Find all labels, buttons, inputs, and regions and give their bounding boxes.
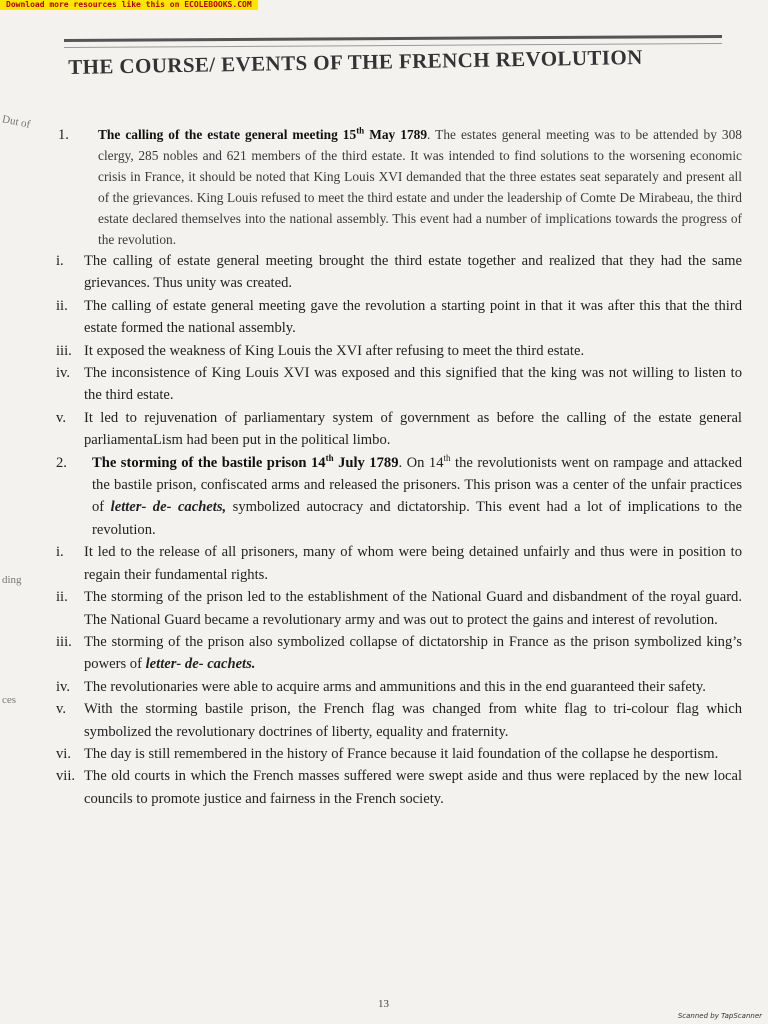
section-1-number: 1. <box>58 127 69 143</box>
list-item: iii. It exposed the weakness of King Louis the XVI after refusing to meet the third estate. <box>56 342 585 359</box>
emphasis-term: letter- de- cachets. <box>145 656 256 673</box>
section-1-intro <box>92 124 742 250</box>
list-item: iv. The inconsistence of King Louis XVI was exposed and this signified that the king was not willing to listen to the third estate. <box>56 365 742 404</box>
list-item: ii. The calling of estate general meeting gave the revolution a starting point in that it was after this that the third estate formed the national assembly. <box>56 297 742 337</box>
margin-note-1: Dut of <box>1 113 32 131</box>
section-2-number: 2. <box>56 454 67 471</box>
header-rule <box>64 35 722 42</box>
list-item: ii. The storming of the prison led to the establishment of the National Guard and disbandment of the royal guard. The National Guard became a revolutionary army and was out to protect the gains and interest of revolution. <box>56 589 742 628</box>
list-item: v. It led to rejuvenation of parliamentary system of government as before the calling of the estate general parliamentaLism had been put in the political limbo. <box>56 409 742 449</box>
scanner-credit: Scanned by TapScanner <box>677 1012 762 1020</box>
list-item: v. With the storming bastile prison, the French flag was changed from white flag to tri-colour flag which symbolized the revolutionary doctrines of liberty, equality and fraternity. <box>56 701 742 740</box>
section-1-text: . The estates general meeting was to be attended by 308 clergy, 285 nobles and 621 members of the third estate. It was intended to find solutions to the worsening economic crisis in France, it should be noted that King Louis XVI demanded that the three estates seat separately and present all of the grievances. King Louis refused to meet the third estate and under the leadership of Comte De Mirabeau, the third estate declared themselves into the national assembly. This event had a number of implications towards the progress of the revolution. <box>98 127 742 247</box>
section-2-intro: The storming of the bastile prison 14th July 1789. On 14th the revolutionists went on rampage and attacked the bastile prison, confiscated arms and released the prisoners. This prison was a center of the unfair practices of letter- de- cachets, symbolized autocracy and dictatorship. This event had a lot of implications to the revolution. <box>92 452 743 538</box>
list-item: iii. The storming of the prison also symbolized collapse of dictatorship in France as the prison symbolized king’s powers of letter- de- cachets. <box>56 633 742 673</box>
margin-note-2: ding <box>2 574 22 586</box>
section-1-heading: The calling of the estate general meeting 15th May 1789 <box>98 125 428 142</box>
page-title: THE COURSE/ EVENTS OF THE FRENCH REVOLUTION <box>68 44 643 79</box>
margin-note-3: ces <box>2 694 17 706</box>
list-item: vi. The day is still remembered in the history of France because it laid foundation of the collapse he desportism. <box>56 745 719 762</box>
list-item: i. The calling of estate general meeting brought the third estate together and realized that they had the same grievances. Thus unity was created. <box>56 253 742 292</box>
list-item: vii. The old courts in which the French masses suffered were swept aside and thus were replaced by the new local councils to promote justice and fairness in the French society. <box>56 768 742 807</box>
section-1 <box>52 124 742 250</box>
section-2 <box>52 452 742 542</box>
document-body <box>52 124 742 810</box>
list-item: i. It led to the release of all prisoners, many of whom were being detained unfairly and thus were in position to regain their fundamental rights. <box>56 544 742 583</box>
page-number: 13 <box>378 998 389 1010</box>
list-item: iv. The revolutionaries were able to acquire arms and ammunitions and this in the end guaranteed their safety. <box>56 678 706 695</box>
emphasis-term: letter- de- cachets, <box>110 499 227 516</box>
download-banner[interactable]: Download more resources like this on ECOLEBOOKS.COM <box>0 0 258 10</box>
section-2-heading: The storming of the bastile prison 14th July 1789 <box>92 452 399 471</box>
